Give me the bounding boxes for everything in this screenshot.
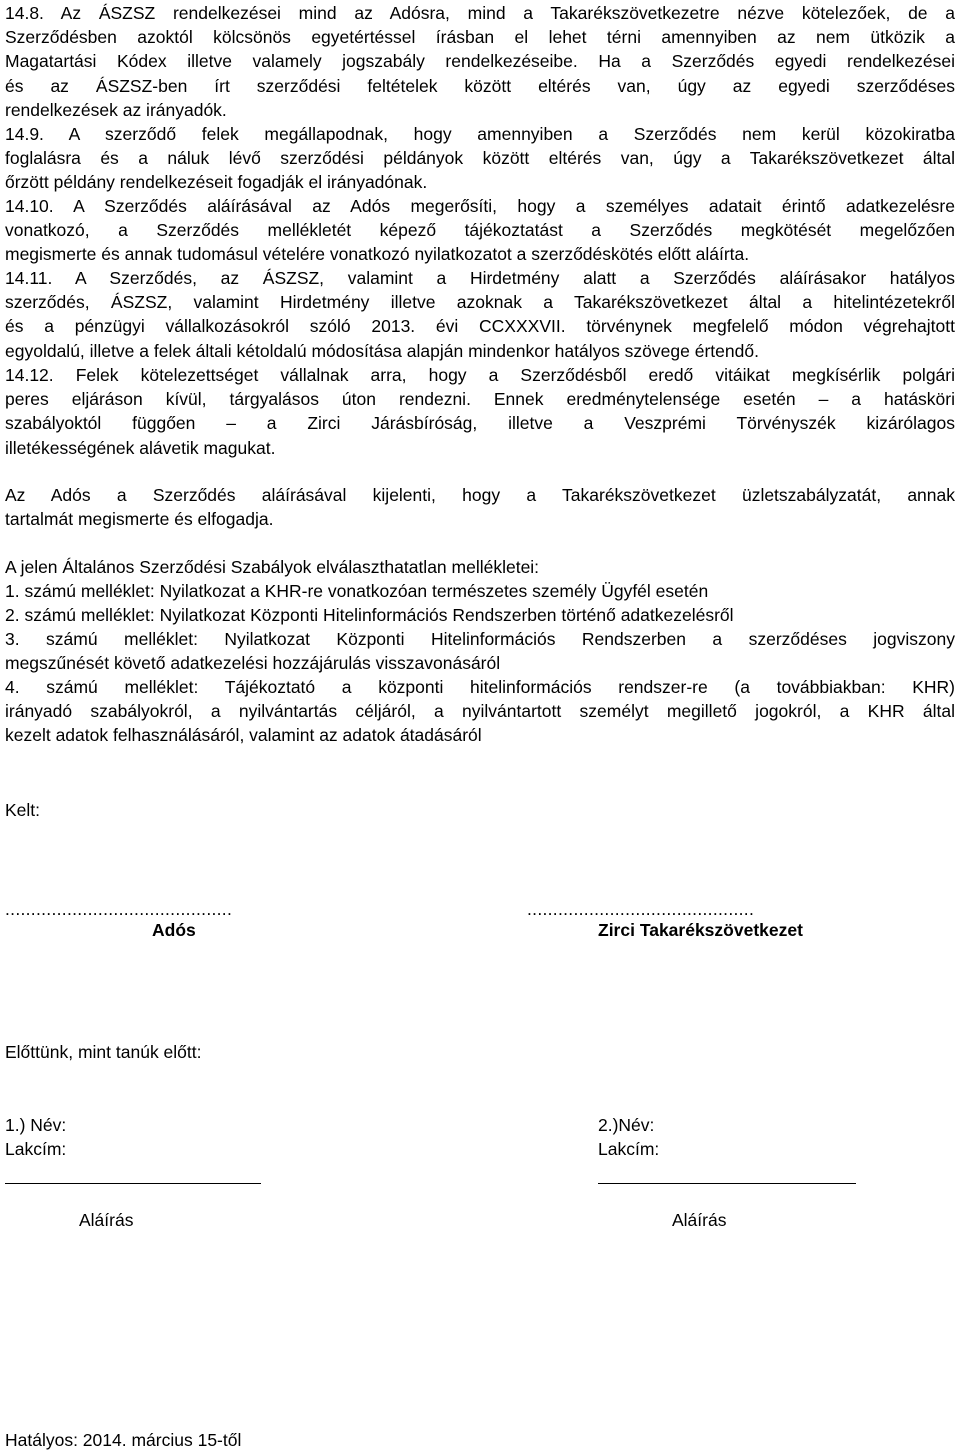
- party-label-bank: Zirci Takarékszövetkezet: [598, 920, 803, 940]
- annex-item-4: [5, 675, 955, 748]
- signature-dots-right: ............................................: [527, 899, 755, 919]
- witness-2-signature-line: [598, 1183, 856, 1184]
- witness-2-name-label: 2.)Név:: [598, 1115, 655, 1135]
- clause-14-9: [5, 122, 955, 195]
- annex-line: 1. számú melléklet: Nyilatkozat a KHR-re vonatkozóan természetes személy Ügyfél esetén: [5, 581, 709, 601]
- clause-line: Szerződésben azoktól kölcsönös egyetértéssel írásban el lehet térni amennyiben az nem ütközik a: [5, 27, 955, 48]
- clause-line: és az ÁSZSZ-ben írt szerződési feltételek között eltérés van, úgy az egyedi szerződéses: [5, 75, 955, 96]
- witness-1-signature-label: Aláírás: [79, 1210, 134, 1230]
- clause-line: szabályoktól függően – a Zirci Járásbíróság, illetve a Veszprémi Törvényszék kizárólagos: [5, 413, 955, 434]
- annex-line: kezelt adatok felhasználásáról, valamint az adatok átadásáról: [5, 725, 482, 746]
- clause-line: és a pénzügyi vállalkozásokról szóló 2013. évi CCXXXVII. törvénynek megfelelő módon végrehajtott: [5, 316, 955, 337]
- annex-line: irányadó szabályokról, a nyilvántartás céljáról, a nyilvántartott személyt megillető jogokról, a KHR által: [5, 701, 955, 722]
- declaration-line: tartalmát megismerte és elfogadja.: [5, 509, 274, 530]
- clause-line: egyoldalú, illetve a felek általi kétoldalú módosítása alapján mindenkor hatályos szövege értendő.: [5, 340, 759, 361]
- witness-2-address-label: Lakcím:: [598, 1139, 660, 1159]
- witness-1-signature-line: [5, 1183, 261, 1184]
- annex-line: 4. számú melléklet: Tájékoztató a központi hitelinformációs rendszer-re (a továbbiakban: KHR): [5, 677, 955, 697]
- clause-line: őrzött példány rendelkezéseit fogadják el irányadónak.: [5, 172, 428, 193]
- clause-14-12: [5, 363, 955, 460]
- clause-line: Magatartási Kódex illetve valamely jogszabály rendelkezéseibe. Ha a Szerződés egyedi rendelkezései: [5, 51, 955, 72]
- witnesses-heading: Előttünk, mint tanúk előtt:: [5, 1042, 202, 1062]
- clause-line: illetékességének alávetik magukat.: [5, 437, 276, 458]
- witness-2-signature-label: Aláírás: [672, 1210, 727, 1230]
- clause-line: peres eljáráson kívül, tárgyalásos úton rendezni. Ennek eredménytelensége esetén – a hatásköri: [5, 389, 955, 410]
- witness-1-name-label: 1.) Név:: [5, 1115, 67, 1135]
- declaration-paragraph: [5, 483, 955, 531]
- annex-line: megszűnését követő adatkezelési hozzájárulás visszavonásáról: [5, 653, 501, 674]
- witness-1-address-label: Lakcím:: [5, 1139, 67, 1159]
- clause-line: 14.9. A szerződő felek megállapodnak, hogy amennyiben a Szerződés nem kerül közokiratba: [5, 124, 955, 144]
- annex-item-3: [5, 627, 955, 675]
- kelt-label: Kelt:: [5, 800, 41, 820]
- clause-line: 14.11. A Szerződés, az ÁSZSZ, valamint a Hirdetmény alatt a Szerződés aláírásakor hatályos: [5, 268, 955, 288]
- annex-line: 3. számú melléklet: Nyilatkozat Központi Hitelinformációs Rendszerben a szerződéses jogviszony: [5, 629, 955, 649]
- annexes-heading: A jelen Általános Szerződési Szabályok elválaszthatatlan mellékletei:: [5, 557, 540, 577]
- annex-line: 2. számú melléklet: Nyilatkozat Központi Hitelinformációs Rendszerben történő adatkezelésről: [5, 605, 734, 625]
- clause-line: 14.10. A Szerződés aláírásával az Adós megerősíti, hogy a személyes adatait érintő adatkezelésre: [5, 196, 955, 216]
- annex-item-1: [5, 579, 955, 603]
- declaration-line: Az Adós a Szerződés aláírásával kijelenti, hogy a Takarékszövetkezet üzletszabályzatát, annak: [5, 485, 955, 505]
- clause-line: rendelkezések az irányadók.: [5, 99, 227, 120]
- effective-date: Hatályos: 2014. március 15-től: [5, 1430, 242, 1450]
- clause-14-11: [5, 266, 955, 363]
- clause-line: 14.12. Felek kötelezettséget vállalnak arra, hogy a Szerződésből eredő vitáikat megkísérlik polgári: [5, 365, 955, 385]
- clause-line: vonatkozó, a Szerződés mellékletét képező tájékoztatást a Szerződés megkötését megelőzően: [5, 220, 955, 241]
- party-label-debtor: Adós: [152, 920, 196, 940]
- annex-item-2: [5, 603, 955, 627]
- clause-line: megismerte és annak tudomásul vételére vonatkozó nyilatkozatot a szerződéskötés előtt aláírta.: [5, 244, 750, 265]
- clause-line: szerződés, ÁSZSZ, valamint Hirdetmény illetve azoknak a Takarékszövetkezet által a hitelintézetekről: [5, 292, 955, 313]
- clause-line: 14.8. Az ÁSZSZ rendelkezései mind az Adósra, mind a Takarékszövetkezetre nézve kötelezőek, de a: [5, 3, 955, 23]
- clause-14-10: [5, 194, 955, 267]
- signature-dots-left: ............................................: [5, 899, 233, 919]
- clause-14-8: [5, 1, 955, 122]
- clause-line: foglalásra és a náluk lévő szerződési példányok között eltérés van, úgy a Takarékszövetkezet által: [5, 148, 955, 169]
